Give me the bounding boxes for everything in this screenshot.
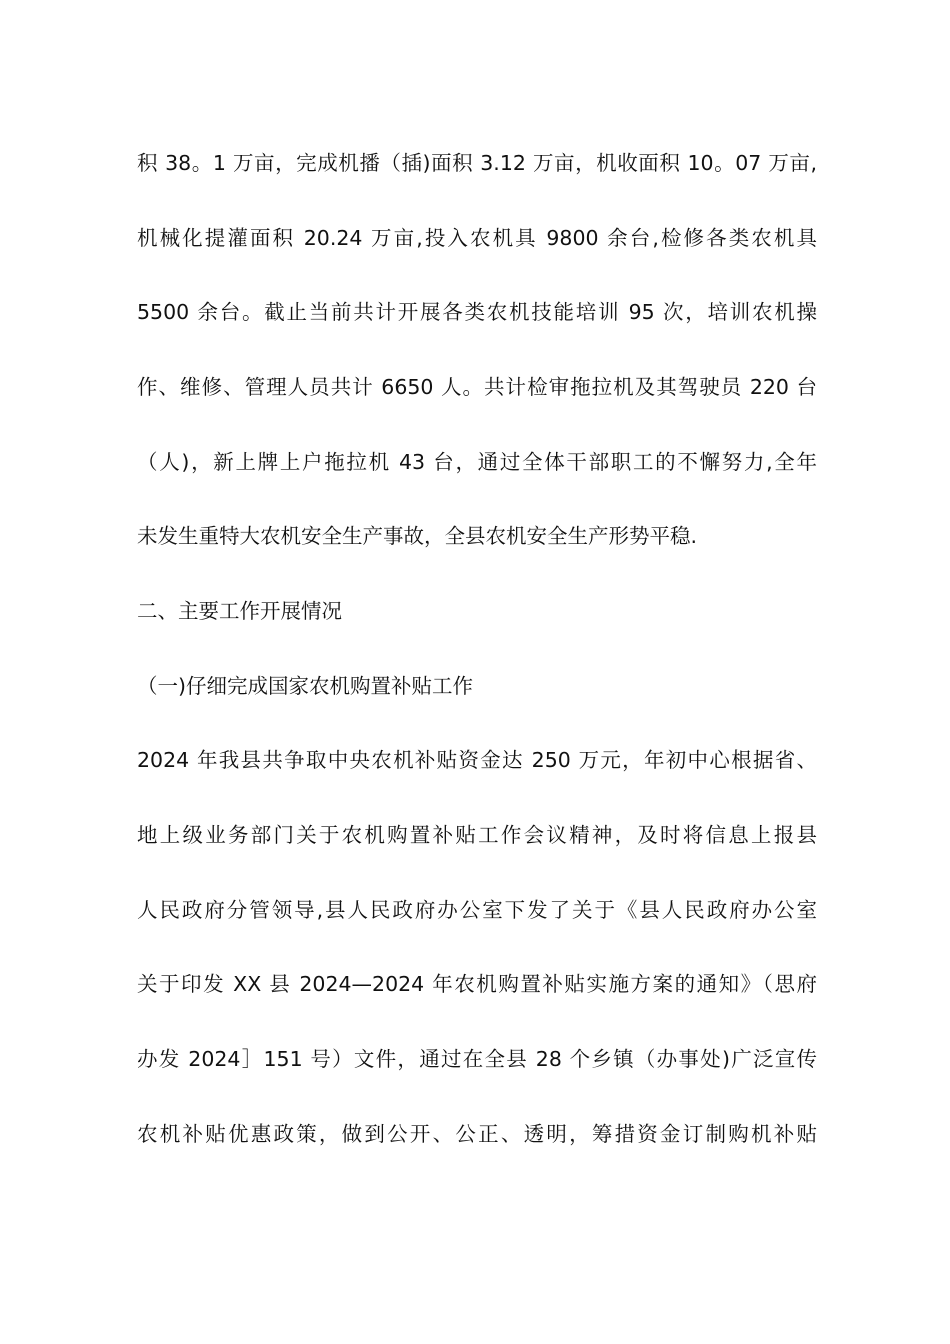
paragraph-line: 人民政府分管领导,县人民政府办公室下发了关于《县人民政府办公室 <box>137 898 817 922</box>
subsection-heading: （一)仔细完成国家农机购置补贴工作 <box>137 674 473 698</box>
paragraph-line: 2024 年我县共争取中央农机补贴资金达 250 万元，年初中心根据省、 <box>137 748 817 772</box>
paragraph-line: 积 38。1 万亩，完成机播（插)面积 3.12 万亩，机收面积 10。07 万亩, <box>137 151 817 175</box>
paragraph-line: 农机补贴优惠政策，做到公开、公正、透明，筹措资金订制购机补贴 <box>137 1122 817 1146</box>
paragraph-line: 机械化提灌面积 20.24 万亩,投入农机具 9800 余台,检修各类农机具 <box>137 226 817 250</box>
paragraph-line: 未发生重特大农机安全生产事故，全县农机安全生产形势平稳. <box>137 524 698 548</box>
paragraph-line: 5500 余台。截止当前共计开展各类农机技能培训 95 次，培训农机操 <box>137 300 817 324</box>
paragraph-line: 办发 2024］151 号）文件，通过在全县 28 个乡镇（办事处)广泛宣传 <box>137 1047 817 1071</box>
paragraph-line: 作、维修、管理人员共计 6650 人。共计检审拖拉机及其驾驶员 220 台 <box>137 375 817 399</box>
paragraph-line: （人)，新上牌上户拖拉机 43 台，通过全体干部职工的不懈努力,全年 <box>137 450 817 474</box>
section-heading: 二、主要工作开展情况 <box>137 599 342 623</box>
paragraph-line: 地上级业务部门关于农机购置补贴工作会议精神，及时将信息上报县 <box>137 823 817 847</box>
paragraph-line: 关于印发 XX 县 2024—2024 年农机购置补贴实施方案的通知》（思府 <box>137 972 817 996</box>
